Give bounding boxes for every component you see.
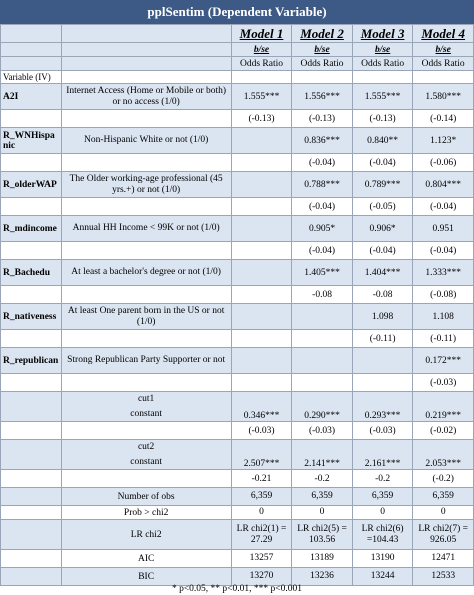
- blank-cell: [61, 242, 231, 260]
- variable-name: R_Bachedu: [1, 260, 62, 286]
- footnote: * p<0.05, ** p<0.01, *** p<0.001: [171, 584, 303, 594]
- stat-value: 12533: [413, 568, 474, 586]
- se-cell: -0.08: [292, 286, 353, 304]
- stat-label: Number of obs: [61, 488, 231, 506]
- stat-value: 6,359: [413, 488, 474, 506]
- constant-label: constant: [130, 408, 162, 419]
- blank-cell: [1, 198, 62, 216]
- se-cell: [231, 242, 292, 260]
- variable-description: Internet Access (Home or Mobile or both) or no access (1/0): [61, 84, 231, 110]
- cut-coefficient-cell: 2.053***: [413, 440, 474, 470]
- se-cell: (-0.04): [413, 242, 474, 260]
- blank-cell: [1, 374, 62, 392]
- cut-row: [1, 392, 474, 422]
- coefficient-cell: [231, 216, 292, 242]
- cut-coefficient-cell: 2.507***: [231, 440, 292, 470]
- coefficient-cell: 0.788***: [292, 172, 353, 198]
- stat-label: LR chi2: [61, 520, 231, 550]
- iv-label-row: [1, 71, 474, 84]
- cut-se-row: [1, 422, 474, 440]
- cut-row: [1, 440, 474, 470]
- se-cell: (-0.13): [292, 110, 353, 128]
- variable-description: Non-Hispanic White or not (1/0): [61, 128, 231, 154]
- model-3-header: Model 3: [352, 25, 413, 43]
- variable-name: A2I: [1, 84, 62, 110]
- coefficient-cell: 0.906*: [352, 216, 413, 242]
- se-cell: (-0.04): [292, 198, 353, 216]
- cut-coefficient-cell: 0.346***: [231, 392, 292, 422]
- stat-label: AIC: [61, 550, 231, 568]
- subhead: b/se: [231, 43, 292, 57]
- stat-value: 12471: [413, 550, 474, 568]
- coefficient-cell: 0.172***: [413, 348, 474, 374]
- cut-se-cell: (-0.2): [413, 470, 474, 488]
- se-cell: (-0.05): [352, 198, 413, 216]
- coefficient-cell: 0.951: [413, 216, 474, 242]
- blank-cell: [1, 568, 62, 586]
- variable-name: R_republican: [1, 348, 62, 374]
- blank-cell: [1, 550, 62, 568]
- model-4-header: Model 4: [413, 25, 474, 43]
- odds-ratio-label: Odds Ratio: [352, 57, 413, 71]
- odds-ratio-label: Odds Ratio: [292, 57, 353, 71]
- stat-row: [1, 488, 474, 506]
- cut-coefficient-cell: 2.141***: [292, 440, 353, 470]
- se-cell: (-0.04): [352, 242, 413, 260]
- coefficient-cell: 1.556***: [292, 84, 353, 110]
- se-cell: -0.08: [352, 286, 413, 304]
- blank-cell: [1, 470, 62, 488]
- cut-rows: [1, 392, 474, 488]
- blank-cell: [1, 392, 62, 422]
- blank-cell: [61, 470, 231, 488]
- se-cell: (-0.13): [231, 110, 292, 128]
- odds-ratio-row: [1, 57, 474, 71]
- se-cell: (-0.14): [413, 110, 474, 128]
- coefficient-cell: [231, 348, 292, 374]
- coefficient-cell: 1.333***: [413, 260, 474, 286]
- blank-cell: [61, 374, 231, 392]
- subhead-row: [1, 43, 474, 57]
- variable-description: At least a bachelor's degree or not (1/0): [61, 260, 231, 286]
- cut-label-cell: [61, 392, 231, 422]
- stat-value: 13270: [231, 568, 292, 586]
- model-1-header: Model 1: [231, 25, 292, 43]
- coefficient-cell: [231, 172, 292, 198]
- coefficient-cell: 1.123*: [413, 128, 474, 154]
- se-cell: [231, 286, 292, 304]
- blank-cell: [1, 488, 62, 506]
- coefficient-cell: 0.804***: [413, 172, 474, 198]
- coefficient-cell: 0.840**: [352, 128, 413, 154]
- coefficient-cell: 0.836***: [292, 128, 353, 154]
- blank-cell: [1, 110, 62, 128]
- coefficient-cell: [292, 304, 353, 330]
- se-cell: [352, 374, 413, 392]
- stat-value: 6,359: [352, 488, 413, 506]
- cut-se-cell: -0.2: [292, 470, 353, 488]
- blank-cell: [61, 198, 231, 216]
- se-cell: [231, 330, 292, 348]
- blank-cell: [1, 242, 62, 260]
- stat-value: 13190: [352, 550, 413, 568]
- cut-se-cell: (-0.02): [413, 422, 474, 440]
- stat-value: 0: [413, 506, 474, 520]
- se-row: [1, 154, 474, 172]
- subhead: b/se: [352, 43, 413, 57]
- stat-value: LR chi2(7) = 926.05: [413, 520, 474, 550]
- coef-row: [1, 260, 474, 286]
- blank-cell: [61, 330, 231, 348]
- se-row: [1, 198, 474, 216]
- model-2-header: Model 2: [292, 25, 353, 43]
- model-header-row: [1, 25, 474, 43]
- stat-value: LR chi2(6) =104.43: [352, 520, 413, 550]
- table-title: pplSentim (Dependent Variable): [0, 0, 474, 24]
- blank-cell: [61, 154, 231, 172]
- stat-label: Prob > chi2: [61, 506, 231, 520]
- coefficient-cell: [231, 304, 292, 330]
- odds-ratio-label: Odds Ratio: [231, 57, 292, 71]
- se-cell: [292, 330, 353, 348]
- coef-row: [1, 128, 474, 154]
- variable-description: Annual HH Income < 99K or not (1/0): [61, 216, 231, 242]
- stat-value: 0: [231, 506, 292, 520]
- cut-label: cut2: [137, 441, 155, 452]
- coefficient-cell: [292, 348, 353, 374]
- stat-value: 6,359: [292, 488, 353, 506]
- variable-description: The Older working-age professional (45 yrs.+) or not (1/0): [61, 172, 231, 198]
- se-cell: [231, 374, 292, 392]
- cut-label: cut1: [137, 393, 155, 404]
- se-cell: (-0.11): [352, 330, 413, 348]
- se-cell: (-0.13): [352, 110, 413, 128]
- stat-value: 13236: [292, 568, 353, 586]
- blank-cell: [61, 110, 231, 128]
- coefficient-cell: 1.108: [413, 304, 474, 330]
- variable-name: R_mdincome: [1, 216, 62, 242]
- variable-name: R_WNHispa nic: [1, 128, 62, 154]
- stat-value: 13189: [292, 550, 353, 568]
- se-cell: (-0.06): [413, 154, 474, 172]
- se-cell: (-0.04): [352, 154, 413, 172]
- coefficient-cell: 1.555***: [231, 84, 292, 110]
- se-cell: (-0.11): [413, 330, 474, 348]
- se-row: [1, 374, 474, 392]
- stat-value: LR chi2(1) = 27.29: [231, 520, 292, 550]
- coefficient-cell: 1.555***: [352, 84, 413, 110]
- blank-cell: [1, 440, 62, 470]
- se-row: [1, 286, 474, 304]
- cut-se-cell: (-0.03): [352, 422, 413, 440]
- stat-row: [1, 568, 474, 586]
- cut-se-cell: -0.21: [231, 470, 292, 488]
- variable-description: At least One parent born in the US or not (1/0): [61, 304, 231, 330]
- odds-ratio-label: Odds Ratio: [413, 57, 474, 71]
- stat-value: 0: [292, 506, 353, 520]
- cut-se-cell: (-0.03): [292, 422, 353, 440]
- se-cell: (-0.08): [413, 286, 474, 304]
- coefficient-cell: 1.580***: [413, 84, 474, 110]
- coef-row: [1, 216, 474, 242]
- cut-coefficient-cell: 0.219***: [413, 392, 474, 422]
- cut-se-cell: -0.2: [352, 470, 413, 488]
- cut-coefficient-cell: 0.290***: [292, 392, 353, 422]
- cut-se-row: [1, 470, 474, 488]
- stat-row: [1, 550, 474, 568]
- cut-se-cell: (-0.03): [231, 422, 292, 440]
- stat-row: [1, 520, 474, 550]
- variable-rows: [1, 84, 474, 392]
- stat-value: LR chi2(5) = 103.56: [292, 520, 353, 550]
- se-row: [1, 110, 474, 128]
- coef-row: [1, 172, 474, 198]
- coefficient-cell: 1.098: [352, 304, 413, 330]
- se-cell: (-0.04): [292, 154, 353, 172]
- stat-value: 6,359: [231, 488, 292, 506]
- subhead: b/se: [413, 43, 474, 57]
- subhead: b/se: [292, 43, 353, 57]
- se-row: [1, 242, 474, 260]
- iv-label: Variable (IV): [1, 71, 62, 84]
- coef-row: [1, 84, 474, 110]
- variable-name: R_olderWAP: [1, 172, 62, 198]
- variable-description: Strong Republican Party Supporter or not: [61, 348, 231, 374]
- se-cell: [231, 198, 292, 216]
- blank-cell: [61, 286, 231, 304]
- blank-cell: [1, 422, 62, 440]
- stat-value: 13244: [352, 568, 413, 586]
- blank-cell: [1, 154, 62, 172]
- se-cell: [231, 154, 292, 172]
- stats-rows: [1, 488, 474, 586]
- coef-row: [1, 348, 474, 374]
- coefficient-cell: [352, 348, 413, 374]
- se-cell: (-0.03): [413, 374, 474, 392]
- coefficient-cell: 1.404***: [352, 260, 413, 286]
- cut-coefficient-cell: 2.161***: [352, 440, 413, 470]
- blank-cell: [1, 286, 62, 304]
- stat-value: 0: [352, 506, 413, 520]
- blank-cell: [1, 506, 62, 520]
- stat-row: [1, 506, 474, 520]
- variable-name: R_nativeness: [1, 304, 62, 330]
- se-cell: [292, 374, 353, 392]
- coefficient-cell: 1.405***: [292, 260, 353, 286]
- se-cell: (-0.04): [413, 198, 474, 216]
- coefficient-cell: 0.905*: [292, 216, 353, 242]
- constant-label: constant: [130, 456, 162, 467]
- coefficient-cell: [231, 128, 292, 154]
- stat-label: BIC: [61, 568, 231, 586]
- coefficient-cell: [231, 260, 292, 286]
- blank-cell: [1, 330, 62, 348]
- blank-cell: [1, 520, 62, 550]
- coef-row: [1, 304, 474, 330]
- cut-coefficient-cell: 0.293***: [352, 392, 413, 422]
- se-row: [1, 330, 474, 348]
- stat-value: 13257: [231, 550, 292, 568]
- cut-label-cell: [61, 440, 231, 470]
- coefficient-cell: 0.789***: [352, 172, 413, 198]
- blank-cell: [61, 422, 231, 440]
- se-cell: (-0.04): [292, 242, 353, 260]
- results-table: [0, 24, 474, 586]
